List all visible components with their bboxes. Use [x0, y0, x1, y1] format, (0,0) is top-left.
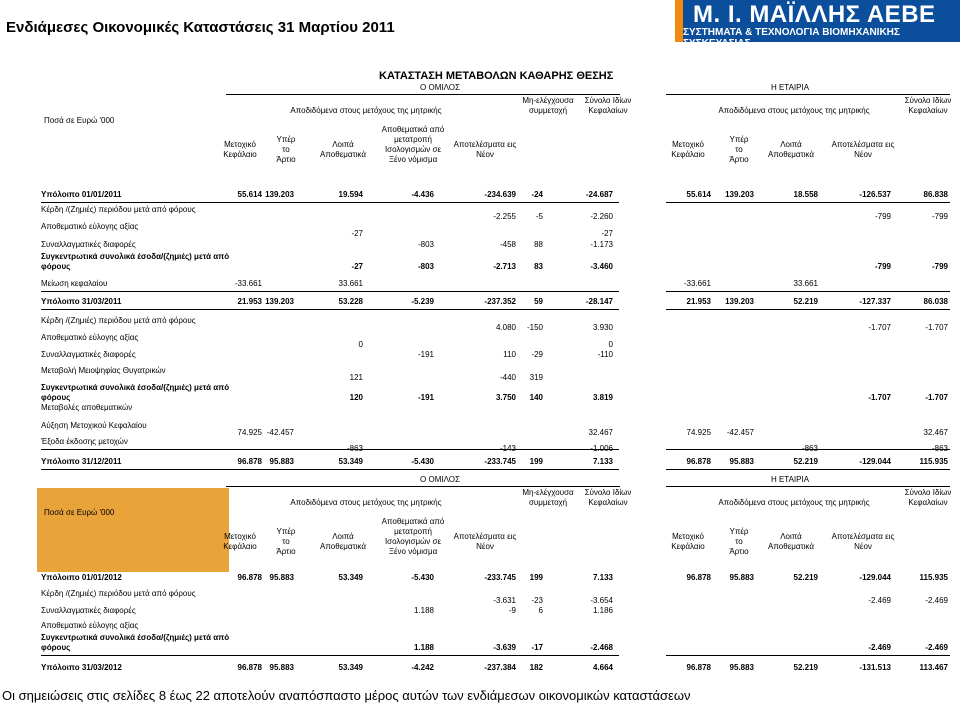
cell-value: 7.133	[592, 573, 613, 582]
cell-value: -17	[531, 643, 543, 652]
cell-value: 139.203	[725, 297, 754, 306]
cell-value: -4.436	[411, 190, 434, 199]
cell-value: -440	[499, 373, 516, 382]
cell-value: -803	[417, 262, 434, 271]
cell-value: 53.349	[338, 663, 363, 672]
table-rule	[666, 291, 950, 292]
cell-value: -2.468	[590, 643, 613, 652]
table-rule	[41, 202, 619, 203]
other-reserves-header: Λοιπά Αποθεματικά	[320, 140, 366, 159]
cell-value: -1.707	[925, 393, 948, 402]
cell-value: 1.186	[592, 606, 613, 615]
cell-value: -1.707	[925, 323, 948, 332]
cell-value: 52.219	[793, 663, 818, 672]
cell-value: 86.838	[923, 190, 948, 199]
cell-value: -799	[931, 262, 948, 271]
table-rule	[666, 94, 950, 95]
total-equity-header: Σύνολο Ιδίων Κεφαλαίων	[904, 96, 952, 115]
cell-value: -150	[526, 323, 543, 332]
cell-value: 53.228	[338, 297, 363, 306]
cell-value: 32.467	[923, 428, 948, 437]
retained-header: Αποτελέσματα εις Νέον	[831, 532, 895, 551]
cell-value: 6	[538, 606, 543, 615]
cell-value: -3.460	[590, 262, 613, 271]
row-label: Υπόλοιπο 31/03/2011	[41, 297, 122, 306]
cell-value: 95.883	[729, 573, 754, 582]
nci-header: Μη-ελέγχουσα συμμετοχή	[522, 96, 574, 115]
cell-value: 199	[529, 457, 543, 466]
retained-header: Αποτελέσματα εις Νέον	[831, 140, 895, 159]
cell-value: 139.203	[725, 190, 754, 199]
share-capital-header: Μετοχικό Κεφάλαιο	[671, 532, 705, 551]
other-reserves-header: Λοιπά Αποθεματικά	[320, 532, 366, 551]
cell-value: -1.006	[590, 444, 613, 453]
cell-value: 53.349	[338, 457, 363, 466]
row-label: Έξοδα έκδοσης μετοχών	[41, 437, 128, 446]
cell-value: 52.219	[793, 457, 818, 466]
cell-value: -23	[531, 596, 543, 605]
fx-reserves-header: Αποθεματικά από μετατροπή Ισολογισμών σε Ξένο νόμισμα	[381, 125, 445, 164]
cell-value: -2.260	[590, 212, 613, 221]
total-equity-header: Σύνολο Ιδίων Κεφαλαίων	[584, 488, 632, 507]
attributable-header: Αποδιδόμενα στους μετόχους της μητρικής	[718, 498, 870, 507]
cell-value: 74.925	[237, 428, 262, 437]
logo-stripe	[675, 0, 683, 42]
cell-value: 33.661	[338, 279, 363, 288]
cell-value: 96.878	[686, 457, 711, 466]
cell-value: 140	[529, 393, 543, 402]
cell-value: 199	[529, 573, 543, 582]
cell-value: -4.242	[411, 663, 434, 672]
cell-value: 113.467	[919, 663, 948, 672]
cell-value: -9	[508, 606, 516, 615]
cell-value: 115.935	[919, 573, 948, 582]
table-rule	[41, 655, 619, 656]
company-header: Η ΕΤΑΙΡΙΑ	[770, 83, 810, 92]
cell-value: -2.469	[925, 596, 948, 605]
cell-value: -28.147	[585, 297, 613, 306]
statement-title: ΚΑΤΑΣΤΑΣΗ ΜΕΤΑΒΟΛΩΝ ΚΑΘΑΡΗΣ ΘΕΣΗΣ	[379, 70, 614, 82]
label-highlight	[37, 488, 229, 572]
cell-value: 55.614	[686, 190, 711, 199]
share-premium-header: Υπέρ το Άρτιο	[276, 135, 296, 164]
row-label: Συναλλαγματικές διαφορές	[41, 240, 136, 249]
cell-value: -126.537	[859, 190, 891, 199]
table-rule	[226, 486, 620, 487]
cell-value: -24.687	[585, 190, 613, 199]
cell-value: -863	[346, 444, 363, 453]
currency-label: Ποσά σε Ευρώ '000	[44, 508, 115, 517]
cell-value: -29	[531, 350, 543, 359]
cell-value: -233.745	[484, 573, 516, 582]
cell-value: 88	[534, 240, 543, 249]
other-reserves-header: Λοιπά Αποθεματικά	[768, 140, 814, 159]
cell-value: -1.707	[868, 393, 891, 402]
cell-value: 96.878	[237, 573, 262, 582]
cell-value: 0	[608, 340, 613, 349]
row-label: Μεταβολή Μειοψηφίας Θυγατρικών	[41, 366, 166, 375]
cell-value: -233.745	[484, 457, 516, 466]
cell-value: -3.631	[493, 596, 516, 605]
footer-note: Οι σημειώσεις στις σελίδες 8 έως 22 αποτελούν αναπόσπαστο μέρος αυτών των ενδιάμεσων οικονομικών καταστάσεων	[2, 688, 691, 703]
table-rule	[41, 291, 619, 292]
cell-value: 96.878	[237, 663, 262, 672]
row-label: Αποθεματικό εύλογης αξίας	[41, 333, 139, 342]
cell-value: -191	[417, 393, 434, 402]
cell-value: -127.337	[859, 297, 891, 306]
company-header: Η ΕΤΑΙΡΙΑ	[770, 475, 810, 484]
table-rule	[666, 469, 950, 470]
table-rule	[666, 486, 950, 487]
cell-value: -24	[531, 190, 543, 199]
cell-value: 74.925	[686, 428, 711, 437]
cell-value: -237.384	[484, 663, 516, 672]
total-equity-header: Σύνολο Ιδίων Κεφαλαίων	[584, 96, 632, 115]
cell-value: 95.883	[269, 573, 294, 582]
cell-value: -3.639	[493, 643, 516, 652]
cell-value: -1.707	[868, 323, 891, 332]
cell-value: -33.661	[683, 279, 711, 288]
cell-value: 21.953	[237, 297, 262, 306]
cell-value: -110	[597, 350, 613, 359]
share-premium-header: Υπέρ το Άρτιο	[276, 527, 296, 556]
cell-value: -3.654	[590, 596, 613, 605]
share-premium-header: Υπέρ το Άρτιο	[729, 135, 749, 164]
document-title: Ενδιάμεσες Οικονομικές Καταστάσεις 31 Μαρτίου 2011	[6, 19, 395, 36]
cell-value: -27	[351, 262, 363, 271]
cell-value: 55.614	[237, 190, 262, 199]
share-capital-header: Μετοχικό Κεφάλαιο	[223, 532, 257, 551]
cell-value: 3.930	[592, 323, 613, 332]
cell-value: 7.133	[592, 457, 613, 466]
cell-value: -237.352	[484, 297, 516, 306]
cell-value: -131.513	[859, 663, 891, 672]
cell-value: 96.878	[237, 457, 262, 466]
table-rule	[41, 449, 619, 450]
attributable-header: Αποδιδόμενα στους μετόχους της μητρικής	[290, 106, 442, 115]
attributable-header: Αποδιδόμενα στους μετόχους της μητρικής	[290, 498, 442, 507]
share-capital-header: Μετοχικό Κεφάλαιο	[223, 140, 257, 159]
currency-label: Ποσά σε Ευρώ '000	[44, 116, 115, 125]
cell-value: 4.080	[495, 323, 516, 332]
table-rule	[226, 94, 620, 95]
table-rule	[41, 309, 619, 310]
cell-value: 1.188	[413, 643, 434, 652]
row-label: Κέρδη /(Ζημιές) περιόδου μετά από φόρους	[41, 589, 196, 598]
cell-value: -458	[499, 240, 516, 249]
cell-value: 4.664	[592, 663, 613, 672]
row-label: Συναλλαγματικές διαφορές	[41, 350, 136, 359]
cell-value: 53.349	[338, 573, 363, 582]
cell-value: -863	[931, 444, 948, 453]
logo-tagline: ΣΥΣΤΗΜΑΤΑ & ΤΕΧΝΟΛΟΓΙΑ ΒΙΟΜΗΧΑΝΙΚΗΣ ΣΥΣΚΕΥΑΣΙΑΣ	[683, 27, 900, 49]
nci-header: Μη-ελέγχουσα συμμετοχή	[522, 488, 574, 507]
row-label: Υπόλοιπο 31/12/2011	[41, 457, 122, 466]
group-header: Ο ΟΜΙΛΟΣ	[420, 475, 460, 484]
cell-value: -863	[801, 444, 818, 453]
row-label: Μεταβολές αποθεματικών	[41, 403, 133, 412]
page-header	[0, 0, 960, 49]
cell-value: -27	[601, 229, 613, 238]
cell-value: 115.935	[919, 457, 948, 466]
cell-value: 96.878	[686, 663, 711, 672]
cell-value: -191	[417, 350, 434, 359]
attributable-header: Αποδιδόμενα στους μετόχους της μητρικής	[718, 106, 870, 115]
cell-value: -2.469	[868, 596, 891, 605]
cell-value: 120	[349, 393, 363, 402]
cell-value: -799	[931, 212, 948, 221]
share-premium-header: Υπέρ το Άρτιο	[729, 527, 749, 556]
cell-value: 110	[503, 350, 516, 359]
table-rule	[666, 655, 950, 656]
row-label: Συγκεντρωτικά συνολικά έσοδα/(ζημιές) μετά από φόρους	[41, 633, 230, 652]
cell-value: 86.038	[923, 297, 948, 306]
cell-value: 121	[349, 373, 363, 382]
cell-value: 182	[529, 663, 543, 672]
retained-header: Αποτελέσματα εις Νέον	[453, 140, 517, 159]
cell-value: 19.594	[338, 190, 363, 199]
table-rule	[666, 202, 950, 203]
cell-value: -143	[499, 444, 516, 453]
cell-value: 32.467	[588, 428, 613, 437]
cell-value: 83	[534, 262, 543, 271]
company-logo	[675, 0, 960, 49]
cell-value: 3.819	[592, 393, 613, 402]
cell-value: 95.883	[269, 457, 294, 466]
cell-value: -803	[417, 240, 434, 249]
other-reserves-header: Λοιπά Αποθεματικά	[768, 532, 814, 551]
cell-value: 95.883	[269, 663, 294, 672]
cell-value: -234.639	[484, 190, 516, 199]
row-label: Συγκεντρωτικά συνολικά έσοδα/(ζημιές) μετά από φόρους	[41, 383, 230, 402]
row-label: Κέρδη /(Ζημιές) περιόδου μετά από φόρους	[41, 316, 196, 325]
cell-value: -1.173	[590, 240, 613, 249]
row-label: Υπόλοιπο 31/03/2012	[41, 663, 122, 672]
share-capital-header: Μετοχικό Κεφάλαιο	[671, 140, 705, 159]
logo-name: Μ. Ι. ΜΑΪΛΛΗΣ ΑΕΒΕ	[693, 1, 936, 28]
table-rule	[666, 449, 950, 450]
cell-value: -2.713	[493, 262, 516, 271]
cell-value: 95.883	[729, 457, 754, 466]
cell-value: -2.469	[925, 643, 948, 652]
cell-value: 0	[358, 340, 363, 349]
row-label: Συγκεντρωτικά συνολικά έσοδα/(ζημιές) μετά από φόρους	[41, 252, 230, 271]
row-label: Αποθεματικό εύλογης αξίας	[41, 222, 139, 231]
total-equity-header: Σύνολο Ιδίων Κεφαλαίων	[904, 488, 952, 507]
cell-value: -799	[874, 212, 891, 221]
cell-value: 1.188	[413, 606, 434, 615]
row-label: Υπόλοιπο 01/01/2011	[41, 190, 122, 199]
cell-value: 139.203	[265, 297, 294, 306]
cell-value: 139.203	[265, 190, 294, 199]
cell-value: 18.558	[793, 190, 818, 199]
cell-value: 52.219	[793, 297, 818, 306]
table-rule	[666, 309, 950, 310]
cell-value: -5.430	[411, 457, 434, 466]
row-label: Υπόλοιπο 01/01/2012	[41, 573, 122, 582]
cell-value: -42.457	[266, 428, 294, 437]
cell-value: 33.661	[793, 279, 818, 288]
cell-value: 52.219	[793, 573, 818, 582]
cell-value: -42.457	[726, 428, 754, 437]
cell-value: 59	[534, 297, 543, 306]
cell-value: 96.878	[686, 573, 711, 582]
row-label: Αποθεματικό εύλογης αξίας	[41, 621, 139, 630]
cell-value: -33.661	[234, 279, 262, 288]
cell-value: -5	[535, 212, 543, 221]
cell-value: -5.430	[411, 573, 434, 582]
row-label: Κέρδη /(Ζημιές) περιόδου μετά από φόρους	[41, 205, 196, 214]
row-label: Μείωση κεφαλαίου	[41, 279, 108, 288]
row-label: Συναλλαγματικές διαφορές	[41, 606, 136, 615]
group-header: Ο ΟΜΙΛΟΣ	[420, 83, 460, 92]
cell-value: 319	[529, 373, 543, 382]
cell-value: -129.044	[859, 573, 891, 582]
cell-value: 95.883	[729, 663, 754, 672]
cell-value: -5.239	[411, 297, 434, 306]
cell-value: -2.469	[868, 643, 891, 652]
retained-header: Αποτελέσματα εις Νέον	[453, 532, 517, 551]
cell-value: -27	[351, 229, 363, 238]
cell-value: 21.953	[686, 297, 711, 306]
row-label: Αύξηση Μετοχικού Κεφαλαίου	[41, 421, 147, 430]
cell-value: -129.044	[859, 457, 891, 466]
cell-value: 3.750	[495, 393, 516, 402]
cell-value: -799	[874, 262, 891, 271]
cell-value: -2.255	[493, 212, 516, 221]
fx-reserves-header: Αποθεματικά από μετατροπή Ισολογισμών σε Ξένο νόμισμα	[381, 517, 445, 556]
table-rule	[41, 469, 619, 470]
